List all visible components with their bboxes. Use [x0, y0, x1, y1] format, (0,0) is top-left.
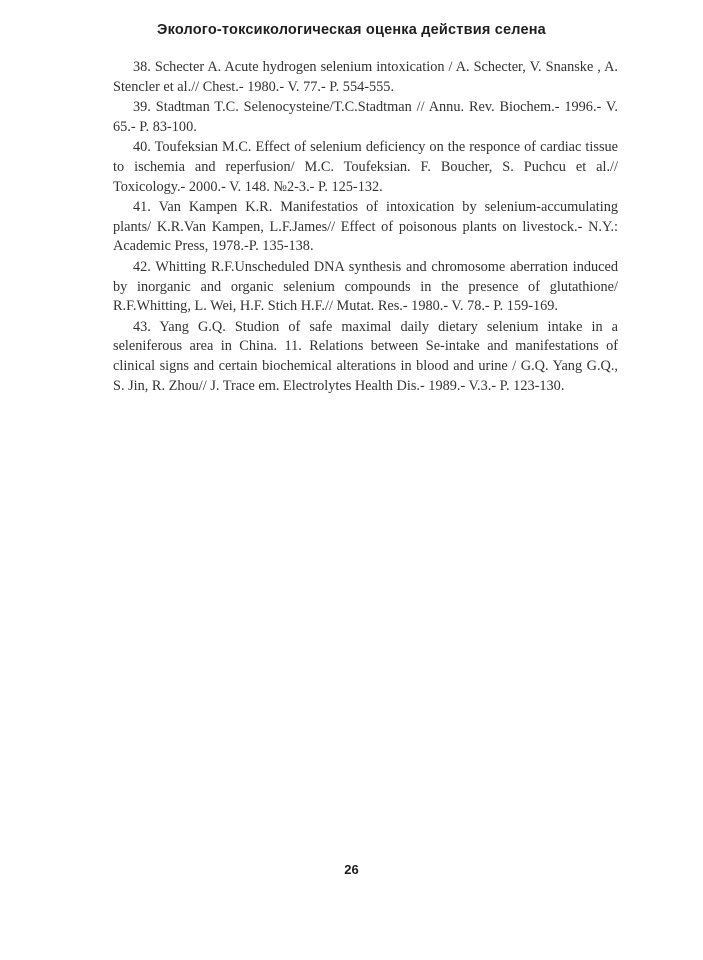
reference-item-39: 39. Stadtman T.C. Selenocysteine/T.C.Stadtman // Annu. Rev. Biochem.- 1996.- V. 65.- P. 83-100. [113, 99, 618, 135]
reference-item-40: 40. Toufeksian M.C. Effect of selenium deficiency on the responce of cardiac tissue to ischemia and reperfusion/ M.C. Toufeksian. F. Boucher, S. Puchcu et al.// Toxicology.- 2000.- V. 148. №2-3.- P. 125-132. [113, 139, 618, 195]
page-number: 26 [344, 862, 359, 877]
running-header: Эколого-токсикологическая оценка действия селена [157, 22, 546, 38]
reference-item-43: 43. Yang G.Q. Studion of safe maximal daily dietary selenium intake in a seleniferous area in China. 11. Relations between Se-intake and manifestations of clinical signs and certain biochemical alterations in blood and urine / G.Q. Yang G.Q., S. Jin, R. Zhou// J. Trace em. Electrolytes Health Dis.- 1989.- V.3.- P. 123-130. [113, 318, 618, 394]
reference-item-42: 42. Whitting R.F.Unscheduled DNA synthesis and chromosome aberration induced by inorganic and organic selenium compounds in the presence of glutathione/ R.F.Whitting, L. Wei, H.F. Stich H.F.// Mutat. Res.- 1980.- V. 78.- P. 159-169. [113, 258, 618, 315]
reference-item-38: 38. Schecter A. Acute hydrogen selenium intoxication / A. Schecter, V. Snanske , A. Stencler et al.// Chest.- 1980.- V. 77.- P. 554-555. [113, 59, 618, 95]
reference-item-41: 41. Van Kampen K.R. Manifestatios of intoxication by selenium-accumulating plants/ K.R.Van Kampen, L.F.James// Effect of poisonous plants on livestock.- N.Y.: Academic Press, 1978.-P. 135-138. [113, 199, 618, 255]
reference-list [113, 58, 618, 397]
